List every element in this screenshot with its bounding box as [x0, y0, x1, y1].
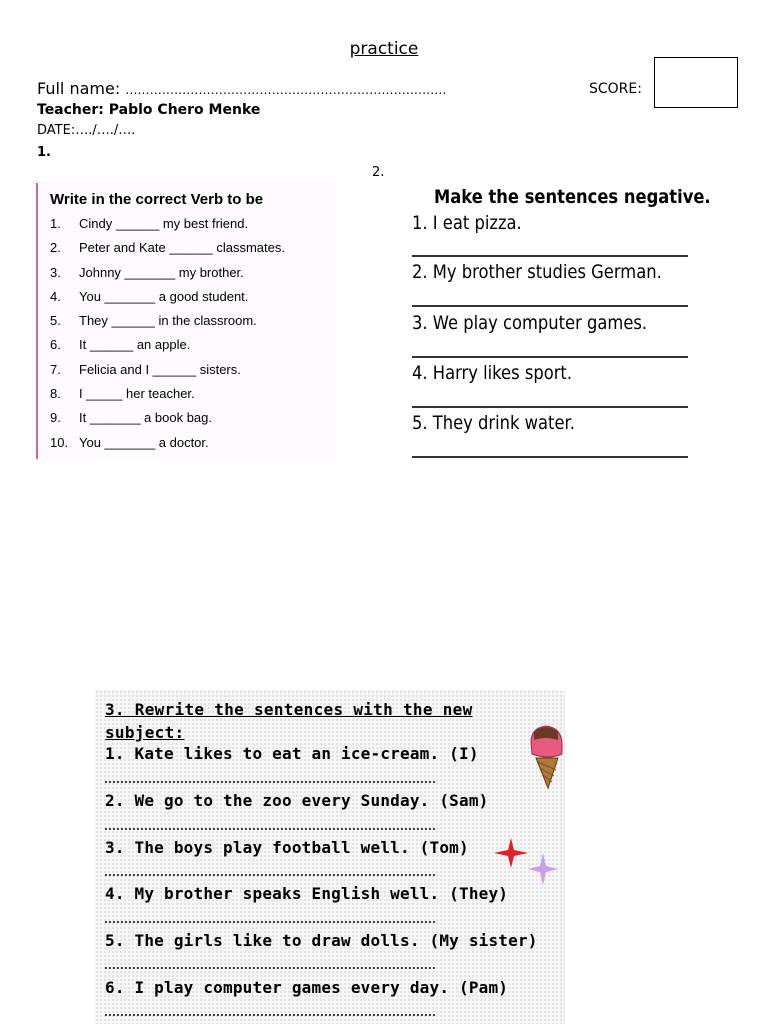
exercise-1-panel [36, 183, 334, 459]
sentence-item: 5. The girls like to draw dolls. (My sister) [105, 931, 538, 950]
answer-line[interactable] [412, 305, 688, 307]
sentence-item: 2. We go to the zoo every Sunday. (Sam) [105, 791, 489, 810]
item-text: It _______ a book bag. [79, 410, 213, 426]
sentence-item: 2. My brother studies German. [412, 261, 662, 283]
full-name-dots: ……………………………………………………………………. [125, 83, 447, 97]
sentence-item: 1. Kate likes to eat an ice-cream. (I) [105, 744, 479, 763]
list-item [50, 385, 285, 409]
item-text: Peter and Kate ______ classmates. [79, 240, 285, 256]
list-item [50, 239, 285, 263]
answer-dotted-line[interactable] [105, 1014, 435, 1016]
item-number: 3. [50, 264, 61, 280]
list-item [50, 312, 285, 336]
sentence-item: 3. The boys play football well. (Tom) [105, 838, 469, 857]
exercise-2-heading: Make the sentences negative. [434, 186, 711, 208]
sentence-item: 1. I eat pizza. [412, 212, 522, 234]
answer-dotted-line[interactable] [105, 874, 435, 876]
sentence-item: 4. My brother speaks English well. (They) [105, 884, 509, 903]
list-item [50, 288, 285, 312]
item-number: 10. [50, 434, 69, 450]
date-field: DATE:…./…./…. [37, 123, 136, 138]
section-2-number: 2. [372, 165, 385, 180]
item-number: 9. [50, 410, 61, 426]
list-item [50, 215, 285, 239]
item-number: 6. [50, 337, 61, 353]
answer-line[interactable] [412, 406, 688, 408]
page-title: practice [349, 39, 419, 59]
exercise-2-panel [410, 184, 710, 464]
answer-dotted-line[interactable] [105, 781, 435, 783]
item-number: 1. [50, 216, 61, 231]
exercise-1-list [50, 215, 285, 458]
ice-cream-icon [528, 720, 564, 790]
item-text: Cindy ______ my best friend. [79, 216, 249, 231]
item-number: 7. [50, 361, 61, 377]
answer-dotted-line[interactable] [105, 921, 435, 923]
item-text: Felicia and I ______ sisters. [79, 361, 241, 377]
sentence-item: 3. We play computer games. [412, 312, 648, 334]
list-item [50, 361, 285, 385]
item-text: You _______ a doctor. [79, 434, 209, 450]
answer-dotted-line[interactable] [105, 967, 435, 969]
item-number: 8. [50, 386, 61, 402]
item-number: 2. [50, 240, 61, 256]
sentence-item: 6. I play computer games every day. (Pam) [105, 978, 509, 997]
answer-line[interactable] [412, 255, 688, 257]
answer-dotted-line[interactable] [105, 828, 435, 830]
purple-star-icon [528, 853, 558, 885]
exercise-1-heading: Write in the correct Verb to be [50, 191, 264, 208]
list-item [50, 434, 285, 458]
sentence-item: 5. They drink water. [412, 412, 575, 434]
teacher-name: Teacher: Pablo Chero Menke [37, 102, 261, 118]
answer-line[interactable] [412, 356, 688, 358]
full-name-label: Full name: [37, 79, 121, 98]
item-number: 4. [50, 288, 61, 304]
item-text: I _____ her teacher. [79, 386, 195, 402]
section-1-number: 1. [37, 145, 51, 160]
item-text: Johnny _______ my brother. [79, 264, 244, 280]
score-box[interactable] [654, 57, 738, 108]
exercise-3-heading: 3. Rewrite the sentences with the new subject: [105, 700, 473, 742]
item-number: 5. [50, 313, 61, 329]
red-star-icon [494, 838, 528, 868]
list-item [50, 264, 285, 288]
sentence-item: 4. Harry likes sport. [412, 362, 573, 384]
item-text: It ______ an apple. [79, 337, 191, 353]
list-item [50, 336, 285, 360]
item-text: They ______ in the classroom. [79, 313, 257, 329]
item-text: You _______ a good student. [79, 288, 249, 304]
full-name-field[interactable] [37, 79, 447, 98]
answer-line[interactable] [412, 456, 688, 458]
list-item [50, 409, 285, 433]
score-label: SCORE: [589, 81, 642, 97]
